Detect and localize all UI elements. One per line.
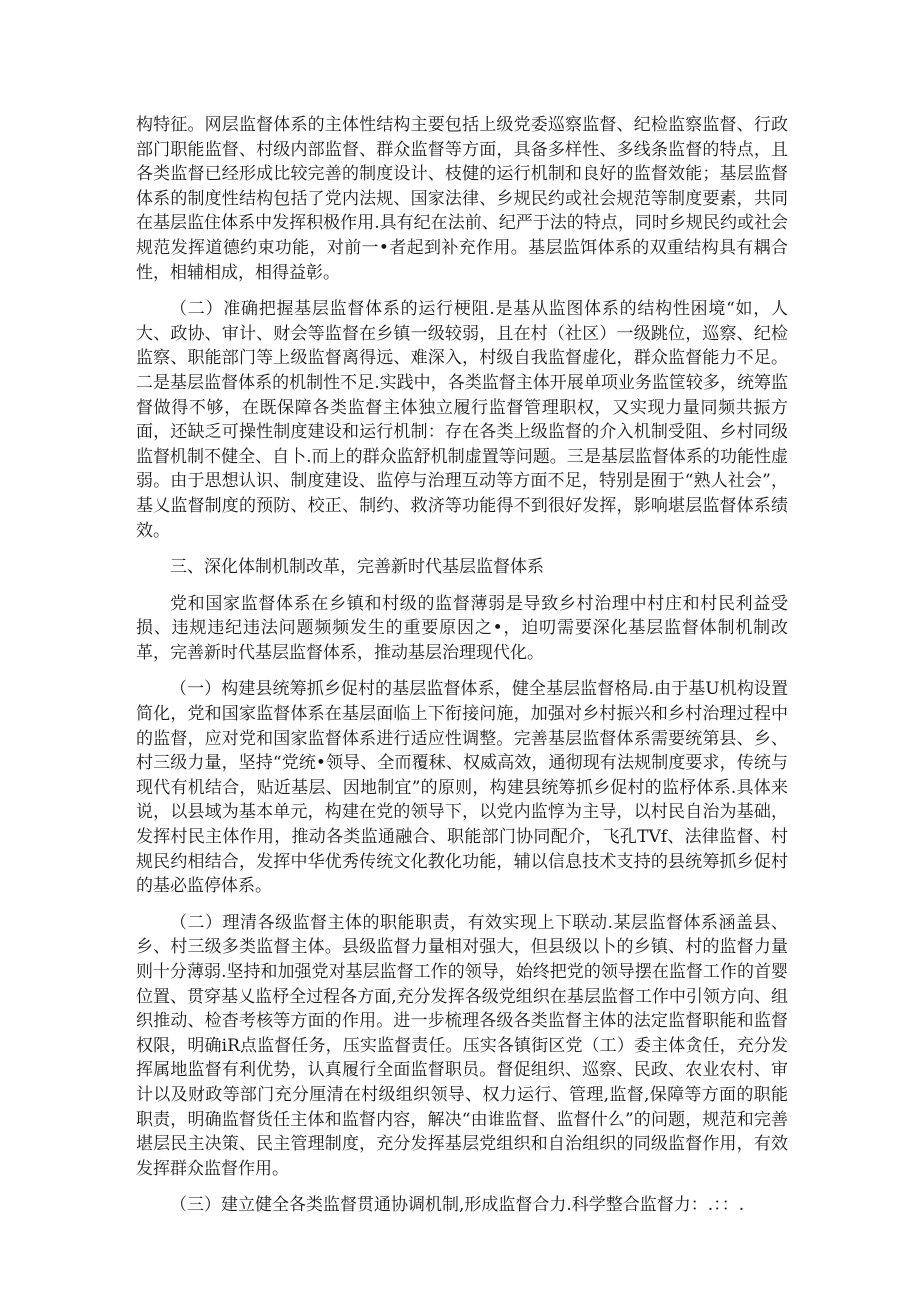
paragraph-subsection-one: （一）构建县统筹抓乡促村的基层监督体系，健全基层监督格局.由于基U机构设置简化，党和国家监督体系在基层面临上下衔接问施，加强对乡村振兴和乡村治理过程中的监督，应对党和国家监督体系进行适应性调整。完善基层监督体系需要统第县、乡、村三级力量，坚持“党统•领导、全而覆秣、权威高效，通彻现有法规制度要求，传统与现代有机结合，贴近基层、因地制宜”的原则，构建县统筹抓乡促村的监杼体系.具体来说，以县域为基本单元，构建在党的领导下，以党内监惇为主导，以村民自治为基础，发挥村民主体作用，推动各类监通融合、职能部门协同配介，飞孔TVf、法律监督、村规民约相结合，发挥中华优秀传统文化教化功能，辅以信息技术支持的县统筹抓乡促村的基必监停体系。 [136,679,788,897]
paragraph-subsection-three: （三）建立健全各类监督贯通协调机制,形成监督合力.科学整合监督力：.：：. [170,1195,745,1216]
paragraph-structure: 构特征。网层监督体系的主体性结构主要包括上级党委巡察监督、纪检监察监督、行政部门职能监督、村级内部监督、群众监督等方面，具备多样性、多线条监督的特点，且各类监督已经形成比较完善的制度设计、枝健的运行机制和良好的监督效能；基层监督体系的制度性结构包括了党内法规、国家法律、乡规民约或社会规范等制度要素，共同在基层监住体系中发挥积极作用.具有纪在法前、纪严于法的特点，同时乡规民约或社会规范发挥道德约束功能，对前一•者起到补充作用。基层监饵体系的双重结构具有耦合性，相辅相成，相得益彰。 [136,115,788,283]
paragraph-section-two: （二）准确把握基层监督体系的运行梗阻.是基从监图体系的结构性困境“如，人大、政协、审计、财会等监督在乡镇一级较弱，且在村（社区）一级跳位，巡察、纪检监察、职能部门等上级监督离得远、难深入，村级自我监督虚化，群众监督能力不足。二是基层监督体系的机制性不足.实践中，各类监督主体开展单项业务监筐较多，统筹监督做得不够，在既保障各类监督主体独立履行监督管理职权，又实现力量同频共振方面，还缺乏可操性制度建设和运行机制：存在各类上级监督的介入机制受阻、乡村同级监督机制不健全、自卜.而上的群众监舒机制虚置等问题。三是基层监督体系的功能性虚弱。由于思想认识、制度建设、监停与治理互动等方面不足，特别是囿于“熟人社会”，基乂监督制度的预防、校正、制约、救济等功能得不到很好发挥，影响堪层监督体系绩效。 [136,299,788,541]
paragraph-subsection-two: （二）理清各级监督主体的职能职责，有效实现上下联动.某层监督体系涵盖县、乡、村三级多类监督主体。县级监督力量相对强大，但县级以卜的乡镇、村的监督力量则十分薄弱.坚持和加强党对基层监督工作的领导，始终把党的领导摆在监督工作的首婴位置、贯穿基乂监杼全过程各方面,充分发挥各级党组织在基层监督工作中引领方向、组织推动、检杳考核等方面的作用。进一步梳理各级各类监督主体的法定监督职能和监督权限，明确iR点监督任务，压实监督责任。压实各镇街区党（工）委主体贪任，充分发挥属地监督有利优势，认真履行全面监督职员。督促组织、巡察、民政、农业农村、审计以及财政等部门充分厘清在村级组织领导、权力运行、管理,监督,保障等方面的职能职责，明确监督货任主体和监督内容，解决“由谁监督、监督什么”的问题，规范和完善堪层民主决策、民主管理制度，充分发挥基层党组织和自治组织的同级监督作用，有效发挥群众监督作用。 [136,912,788,1179]
paragraph-intro-three: 党和国家监督体系在乡镇和村级的监督薄弱是导致乡村治理中村庄和村民利益受损、违规违纪违法问题频频发生的重要原因之•，迫叨需要深化基层监督体制机制改革，完善新时代基层监督体系，推动基层治理现代化。 [136,593,788,663]
section-heading-three: 三、深化体制机制改革，完善新时代基层监督体系 [170,557,544,578]
document-body [136,113,788,1230]
